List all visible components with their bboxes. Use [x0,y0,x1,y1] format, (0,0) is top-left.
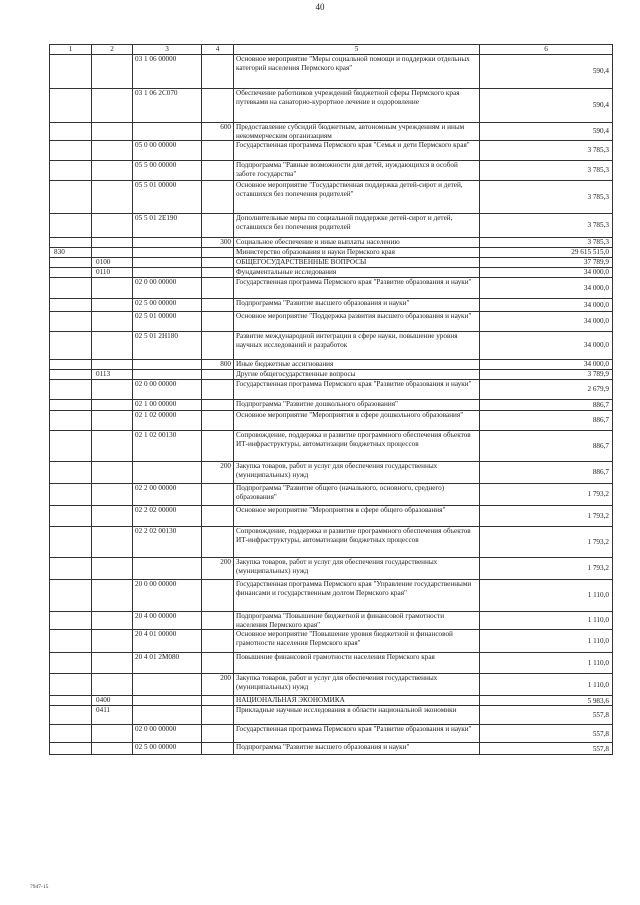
item-name-cell: Иные бюджетные ассигнования [234,360,480,370]
expense-type-cell [202,258,234,268]
table-row [50,506,613,527]
expense-type-cell [202,312,234,332]
table-row [50,161,613,181]
expense-type-cell [202,214,234,238]
ministry-code-cell [50,725,92,743]
table-row [50,332,613,360]
table-row [50,214,613,238]
table-row [50,612,613,630]
target-article-cell: 02 2 00 00000 [133,484,202,506]
expense-type-cell [202,431,234,462]
expense-type-cell: 200 [202,462,234,484]
target-article-cell [133,462,202,484]
target-article-cell: 05 0 00 00000 [133,141,202,161]
target-article-cell [133,268,202,278]
table-row [50,312,613,332]
table-row [50,400,613,411]
table-row [50,55,613,89]
target-article-cell [133,248,202,258]
section-code-cell [92,278,133,299]
ministry-code-cell [50,706,92,725]
ministry-code-cell [50,258,92,268]
expense-type-cell: 200 [202,674,234,696]
amount-cell: 34 000,0 [480,268,613,278]
item-name-cell: Повышение финансовой грамотности населения Пермского края [234,653,480,674]
table-row [50,431,613,462]
expense-type-cell [202,181,234,214]
table-row [50,380,613,400]
item-name-cell: Подпрограмма "Развитие высшего образования и науки" [234,299,480,312]
amount-cell: 1 110,0 [480,612,613,630]
document-code: 7947-15 [30,884,49,890]
ministry-code-cell [50,380,92,400]
section-code-cell [92,89,133,123]
ministry-code-cell [50,400,92,411]
amount-cell: 34 000,0 [480,299,613,312]
ministry-code-cell [50,161,92,181]
expense-type-cell [202,278,234,299]
ministry-code-cell [50,580,92,612]
amount-cell: 34 000,0 [480,360,613,370]
amount-cell: 1 110,0 [480,674,613,696]
target-article-cell [133,674,202,696]
ministry-code-cell [50,558,92,580]
item-name-cell: Государственная программа Пермского края "Развитие образования и науки" [234,278,480,299]
amount-cell: 1 793,2 [480,506,613,527]
budget-table [49,44,613,755]
ministry-code-cell [50,360,92,370]
item-name-cell: Государственная программа Пермского края "Развитие образования и науки" [234,725,480,743]
target-article-cell: 02 0 00 00000 [133,278,202,299]
table-header [50,45,613,55]
section-code-cell [92,400,133,411]
target-article-cell [133,696,202,706]
target-article-cell: 02 0 00 00000 [133,380,202,400]
expense-type-cell [202,527,234,558]
target-article-cell: 02 5 01 00000 [133,312,202,332]
amount-cell: 590,4 [480,89,613,123]
amount-cell: 557,8 [480,706,613,725]
amount-cell: 557,8 [480,743,613,755]
table-row [50,411,613,431]
table-row [50,123,613,141]
amount-cell: 34 000,0 [480,332,613,360]
item-name-cell: Сопровождение, поддержка и развитие программного обеспечения объектов ИТ-инфраструктуры, автоматизации бюджетных процессов [234,527,480,558]
target-article-cell: 03 1 06 00000 [133,55,202,89]
section-code-cell [92,580,133,612]
section-code-cell: 0110 [92,268,133,278]
expense-type-cell [202,580,234,612]
item-name-cell: НАЦИОНАЛЬНАЯ ЭКОНОМИКА [234,696,480,706]
section-code-cell [92,506,133,527]
section-code-cell: 0411 [92,706,133,725]
section-code-cell [92,214,133,238]
section-code-cell [92,653,133,674]
ministry-code-cell [50,214,92,238]
item-name-cell: Прикладные научные исследования в области национальной экономики [234,706,480,725]
target-article-cell: 02 2 02 00000 [133,506,202,527]
section-code-cell [92,238,133,248]
header-row [50,45,613,55]
section-code-cell [92,380,133,400]
header-col-3: 3 [133,45,202,55]
table-row [50,462,613,484]
expense-type-cell [202,484,234,506]
expense-type-cell [202,370,234,380]
amount-cell: 1 110,0 [480,653,613,674]
item-name-cell: Основное мероприятие "Государственная поддержка детей-сирот и детей, оставшихся без попечения родителей" [234,181,480,214]
header-col-2: 2 [92,45,133,55]
ministry-code-cell [50,527,92,558]
amount-cell: 3 785,3 [480,161,613,181]
section-code-cell [92,181,133,214]
table-row [50,484,613,506]
amount-cell: 5 983,6 [480,696,613,706]
target-article-cell: 05 5 01 2Е190 [133,214,202,238]
section-code-cell [92,360,133,370]
item-name-cell: Основное мероприятие "Поддержка развития высшего образования и науки" [234,312,480,332]
ministry-code-cell [50,612,92,630]
expense-type-cell [202,380,234,400]
section-code-cell [92,332,133,360]
amount-cell: 3 785,3 [480,141,613,161]
ministry-code-cell [50,268,92,278]
item-name-cell: Подпрограмма "Развитие общего (начального, основного, среднего) образования" [234,484,480,506]
target-article-cell: 05 5 01 00000 [133,181,202,214]
target-article-cell [133,123,202,141]
section-code-cell [92,141,133,161]
item-name-cell: Подпрограмма "Развитие дошкольного образования" [234,400,480,411]
header-col-5: 5 [234,45,480,55]
amount-cell: 29 615 515,0 [480,248,613,258]
item-name-cell: Другие общегосударственные вопросы [234,370,480,380]
item-name-cell: Государственная программа Пермского края "Развитие образования и науки" [234,380,480,400]
amount-cell: 3 785,3 [480,181,613,214]
section-code-cell [92,462,133,484]
item-name-cell: Министерство образования и науки Пермского края [234,248,480,258]
table-row [50,89,613,123]
table-row [50,268,613,278]
expense-type-cell: 800 [202,360,234,370]
target-article-cell: 02 0 00 00000 [133,725,202,743]
item-name-cell: Государственная программа Пермского края "Семья и дети Пермского края" [234,141,480,161]
table-row [50,360,613,370]
expense-type-cell [202,299,234,312]
ministry-code-cell [50,238,92,248]
item-name-cell: Подпрограмма "Повышение бюджетной и финансовой грамотности населения Пермского края" [234,612,480,630]
section-code-cell [92,725,133,743]
expense-type-cell [202,743,234,755]
target-article-cell [133,258,202,268]
item-name-cell: Развитие международной интеграции в сфере науки, повышение уровня научных исследований и разработок [234,332,480,360]
target-article-cell: 20 4 01 00000 [133,630,202,653]
amount-cell: 34 000,0 [480,278,613,299]
item-name-cell: Подпрограмма "Развитие высшего образования и науки" [234,743,480,755]
ministry-code-cell [50,674,92,696]
section-code-cell [92,299,133,312]
amount-cell: 37 789,9 [480,258,613,268]
expense-type-cell [202,696,234,706]
section-code-cell [92,312,133,332]
expense-type-cell: 600 [202,123,234,141]
target-article-cell: 02 1 02 00000 [133,411,202,431]
amount-cell: 1 793,2 [480,558,613,580]
header-col-1: 1 [50,45,92,55]
ministry-code-cell [50,123,92,141]
section-code-cell [92,743,133,755]
ministry-code-cell [50,299,92,312]
amount-cell: 3 789,9 [480,370,613,380]
table-row [50,558,613,580]
table-row [50,743,613,755]
target-article-cell [133,238,202,248]
item-name-cell: Государственная программа Пермского края "Управление государственными финансами и государственным долгом Пермского края" [234,580,480,612]
section-code-cell: 0400 [92,696,133,706]
ministry-code-cell [50,506,92,527]
table-row [50,653,613,674]
amount-cell: 1 793,2 [480,484,613,506]
section-code-cell [92,123,133,141]
amount-cell: 3 785,3 [480,214,613,238]
item-name-cell: Закупка товаров, работ и услуг для обеспечения государственных (муниципальных) нужд [234,558,480,580]
expense-type-cell [202,725,234,743]
ministry-code-cell [50,332,92,360]
header-col-4: 4 [202,45,234,55]
item-name-cell: Закупка товаров, работ и услуг для обеспечения государственных (муниципальных) нужд [234,674,480,696]
target-article-cell: 20 4 00 00000 [133,612,202,630]
ministry-code-cell [50,462,92,484]
amount-cell: 3 785,3 [480,238,613,248]
amount-cell: 886,7 [480,431,613,462]
table-row [50,725,613,743]
item-name-cell: Обеспечение работников учреждений бюджетной сферы Пермского края путевками на санаторно-курортное лечение и оздоровление [234,89,480,123]
ministry-code-cell [50,278,92,299]
target-article-cell: 03 1 06 2С070 [133,89,202,123]
ministry-code-cell [50,312,92,332]
header-col-6: 6 [480,45,613,55]
item-name-cell: Фундаментальные исследования [234,268,480,278]
ministry-code-cell [50,55,92,89]
target-article-cell: 02 1 00 00000 [133,400,202,411]
expense-type-cell [202,612,234,630]
expense-type-cell [202,411,234,431]
table-row [50,238,613,248]
item-name-cell: Закупка товаров, работ и услуг для обеспечения государственных (муниципальных) нужд [234,462,480,484]
amount-cell: 590,4 [480,55,613,89]
section-code-cell: 0100 [92,258,133,268]
item-name-cell: Подпрограмма "Равные возможности для детей, нуждающихся в особой заботе государства" [234,161,480,181]
target-article-cell: 02 5 01 2Н180 [133,332,202,360]
table-row [50,674,613,696]
section-code-cell [92,674,133,696]
ministry-code-cell [50,696,92,706]
section-code-cell [92,55,133,89]
section-code-cell [92,431,133,462]
table-row [50,580,613,612]
table-row [50,141,613,161]
section-code-cell [92,558,133,580]
target-article-cell: 05 5 00 00000 [133,161,202,181]
section-code-cell [92,527,133,558]
amount-cell: 886,7 [480,462,613,484]
target-article-cell [133,558,202,580]
expense-type-cell [202,161,234,181]
section-code-cell [92,161,133,181]
table-row [50,706,613,725]
target-article-cell: 02 5 00 00000 [133,299,202,312]
ministry-code-cell [50,630,92,653]
ministry-code-cell [50,141,92,161]
target-article-cell: 20 4 01 2М080 [133,653,202,674]
table-row [50,278,613,299]
expense-type-cell: 300 [202,238,234,248]
section-code-cell: 0113 [92,370,133,380]
expense-type-cell [202,506,234,527]
item-name-cell: Основное мероприятие "Повышение уровня бюджетной и финансовой грамотности населения Пермского края" [234,630,480,653]
expense-type-cell [202,706,234,725]
table-row [50,630,613,653]
target-article-cell: 02 5 00 00000 [133,743,202,755]
amount-cell: 557,8 [480,725,613,743]
expense-type-cell [202,89,234,123]
table-row [50,248,613,258]
table-row [50,299,613,312]
expense-type-cell [202,55,234,89]
target-article-cell: 02 1 02 00130 [133,431,202,462]
amount-cell: 886,7 [480,411,613,431]
item-name-cell: Предоставление субсидий бюджетным, автономным учреждениям и иным некоммерческим организациям [234,123,480,141]
amount-cell: 1 793,2 [480,527,613,558]
target-article-cell [133,370,202,380]
ministry-code-cell [50,484,92,506]
expense-type-cell [202,248,234,258]
section-code-cell [92,612,133,630]
target-article-cell: 20 0 00 00000 [133,580,202,612]
amount-cell: 1 110,0 [480,630,613,653]
section-code-cell [92,411,133,431]
section-code-cell [92,248,133,258]
expense-type-cell [202,653,234,674]
expense-type-cell [202,630,234,653]
amount-cell: 886,7 [480,400,613,411]
table-row [50,181,613,214]
ministry-code-cell [50,743,92,755]
table-body [50,55,613,755]
item-name-cell: Сопровождение, поддержка и развитие программного обеспечения объектов ИТ-инфраструктуры, автоматизации бюджетных процессов [234,431,480,462]
expense-type-cell [202,400,234,411]
item-name-cell: Основное мероприятие "Меры социальной помощи и поддержки отдельных категорий населения Пермского края" [234,55,480,89]
item-name-cell: Социальное обеспечение и иные выплаты населению [234,238,480,248]
amount-cell: 2 679,9 [480,380,613,400]
ministry-code-cell [50,89,92,123]
amount-cell: 1 110,0 [480,580,613,612]
table-row [50,696,613,706]
target-article-cell: 02 2 02 00130 [133,527,202,558]
page-number: 40 [315,2,325,12]
item-name-cell: Основное мероприятие "Мероприятия в сфере дошкольного образования" [234,411,480,431]
ministry-code-cell [50,181,92,214]
target-article-cell [133,706,202,725]
amount-cell: 590,4 [480,123,613,141]
item-name-cell: ОБЩЕГОСУДАРСТВЕННЫЕ ВОПРОСЫ [234,258,480,268]
amount-cell: 34 000,0 [480,312,613,332]
section-code-cell [92,630,133,653]
expense-type-cell: 200 [202,558,234,580]
table-row [50,527,613,558]
ministry-code-cell [50,431,92,462]
ministry-code-cell [50,653,92,674]
target-article-cell [133,360,202,370]
table-row [50,370,613,380]
table-row [50,258,613,268]
section-code-cell [92,484,133,506]
ministry-code-cell: 830 [50,248,92,258]
expense-type-cell [202,141,234,161]
item-name-cell: Дополнительные меры по социальной поддержке детей-сирот и детей, оставшихся без попечения родителей [234,214,480,238]
ministry-code-cell [50,411,92,431]
item-name-cell: Основное мероприятие "Мероприятия в сфере общего образования" [234,506,480,527]
expense-type-cell [202,268,234,278]
expense-type-cell [202,332,234,360]
ministry-code-cell [50,370,92,380]
